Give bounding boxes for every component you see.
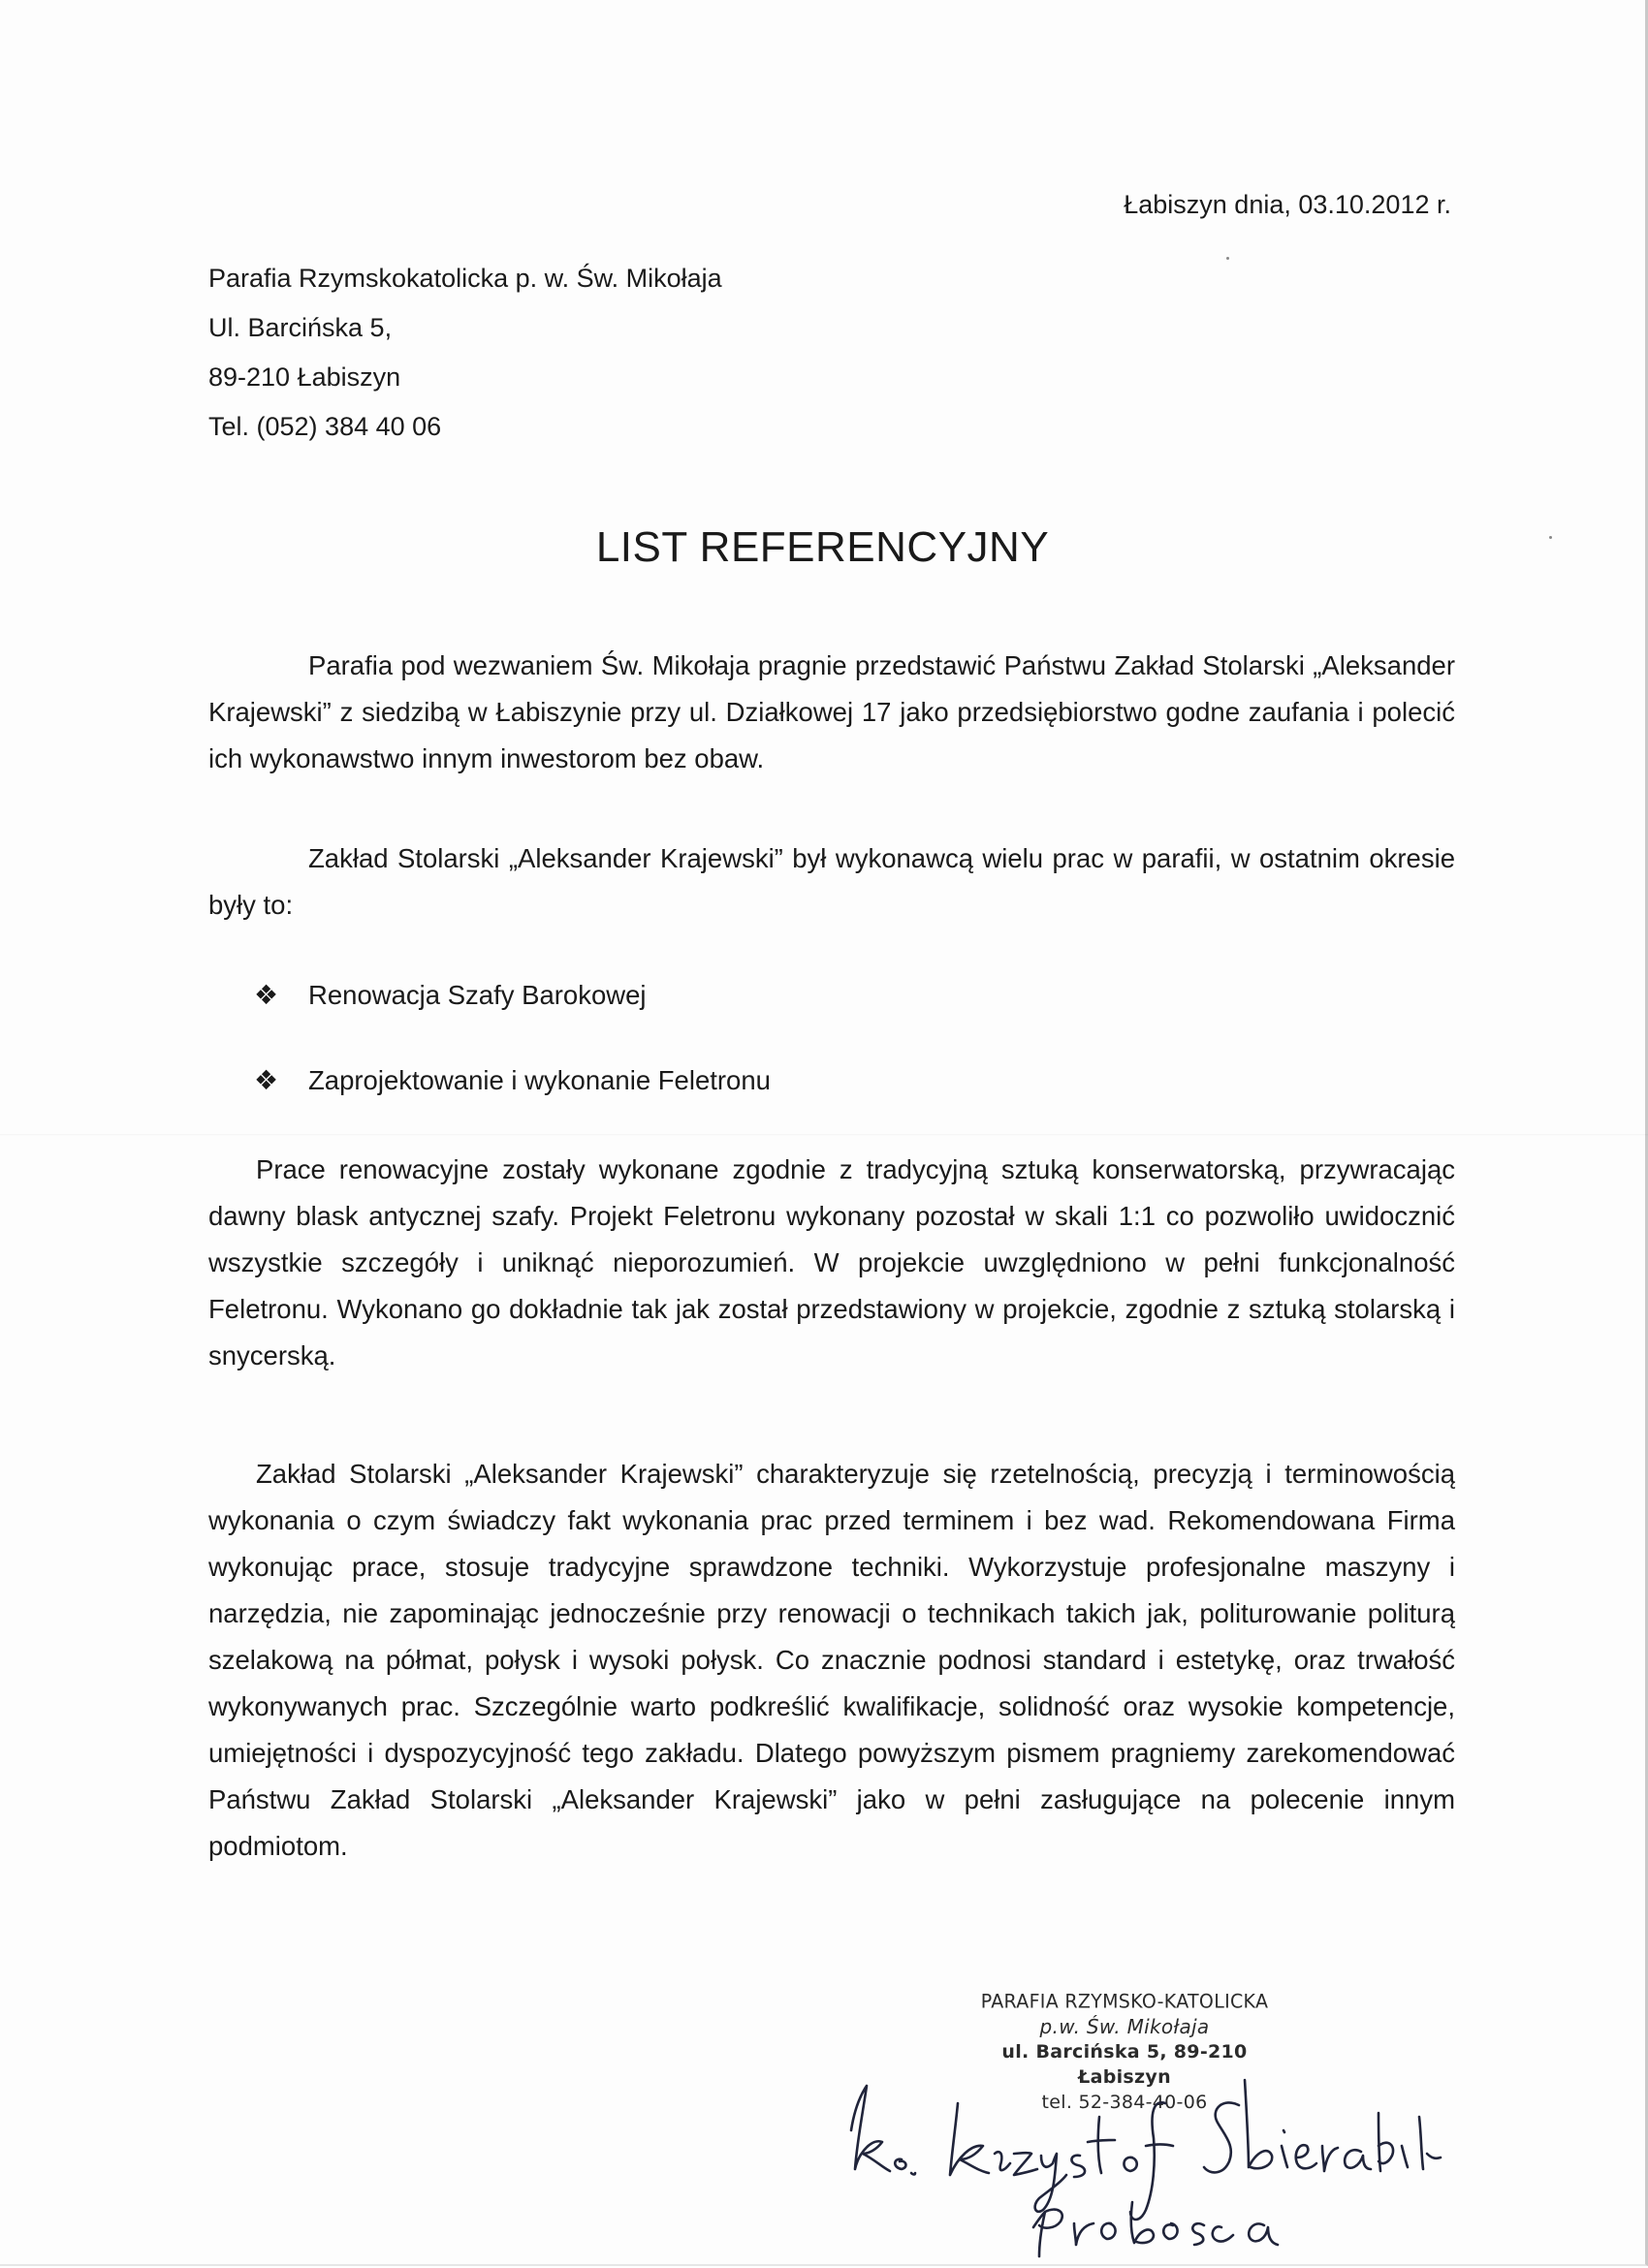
sender-name: Parafia Rzymskokatolicka p. w. Św. Mikołaja: [208, 264, 722, 293]
stamp-address: ul. Barcińska 5, 89-210 Łabiszyn: [1001, 2041, 1248, 2088]
sender-address: [208, 254, 722, 452]
handwritten-signature: [834, 2045, 1454, 2268]
paragraph-work-description: Prace renowacyjne zostały wykonane zgodnie z tradycyjną sztuką konserwatorską, przywracając dawny blask antycznej szafy. Projekt Feletronu wykonany pozostał w skali 1:1 co pozwoliło uwidocznić wszystkie szczegóły i uniknąć nieporozumień. W projekcie uwzględniono w pełni funkcjonalność Feletronu. Wykonano go dokładnie tak jak został przedstawiony w projekcie, zgodnie z sztuką stolarską i snycerską.: [208, 1154, 1455, 1370]
work-item-label: Renowacja Szafy Barokowej: [308, 980, 647, 1010]
stamp-patron: p.w. Św. Mikołaja: [1039, 2015, 1210, 2038]
paper-fold: [0, 1134, 1648, 1136]
diamond-bullet-icon: ❖: [254, 1065, 279, 1095]
list-item: [254, 979, 647, 1011]
paragraph-recommendation: Zakład Stolarski „Aleksander Krajewski” charakteryzuje się rzetelnością, precyzją i terminowością wykonania o czym świadczy fakt wykonania prac przed terminem i bez wad. Rekomendowana Firma wykonując prace, stosuje tradycyjne sprawdzone techniki. Wykorzystuje profesjonalne maszyny i narzędzia, nie zapominając jednocześnie przy renowacji o technikach takich jak, politurowanie politurą szelakową na półmat, połysk i wysoki połysk. Co znacznie podnosi standard i estetykę, oraz trwałość wykonywanych prac. Szczególnie warto podkreślić kwalifikacje, solidność oraz wysokie kompetencje, umiejętności i dyspozycyjność tego zakładu. Dlatego powyższym pismem pragniemy zarekomendować Państwu Zakład Stolarski „Aleksander Krajewski” jako w pełni zasługujące na polecenie innym podmiotom.: [208, 1459, 1455, 1861]
sender-phone: Tel. (052) 384 40 06: [208, 412, 442, 441]
letter-date: Łabiszyn dnia, 03.10.2012 r.: [1124, 190, 1451, 219]
diamond-bullet-icon: ❖: [254, 980, 279, 1010]
paragraph-works-intro: Zakład Stolarski „Aleksander Krajewski” był wykonawcą wielu prac w parafii, w ostatnim okresie były to:: [208, 843, 1455, 920]
stamp-parish-name: PARAFIA RZYMSKO-KATOLICKA: [980, 1990, 1269, 2013]
work-item-label: Zaprojektowanie i wykonanie Feletronu: [308, 1065, 771, 1095]
sender-street: Ul. Barcińska 5,: [208, 313, 393, 342]
sender-postal-city: 89-210 Łabiszyn: [208, 362, 401, 392]
letter-title: LIST REFERENCYJNY: [595, 523, 1050, 571]
stamp-phone: tel. 52-384-40-06: [1041, 2092, 1208, 2113]
scan-speck: [1226, 257, 1229, 260]
paragraph-introduction: Parafia pod wezwaniem Św. Mikołaja pragnie przedstawić Państwu Zakład Stolarski „Aleksander Krajewski” z siedzibą w Łabiszynie przy ul. Działkowej 17 jako przedsiębiorstwo godne zaufania i polecić ich wykonawstwo innym inwestorom bez obaw.: [208, 650, 1455, 773]
list-item: [254, 1064, 771, 1096]
